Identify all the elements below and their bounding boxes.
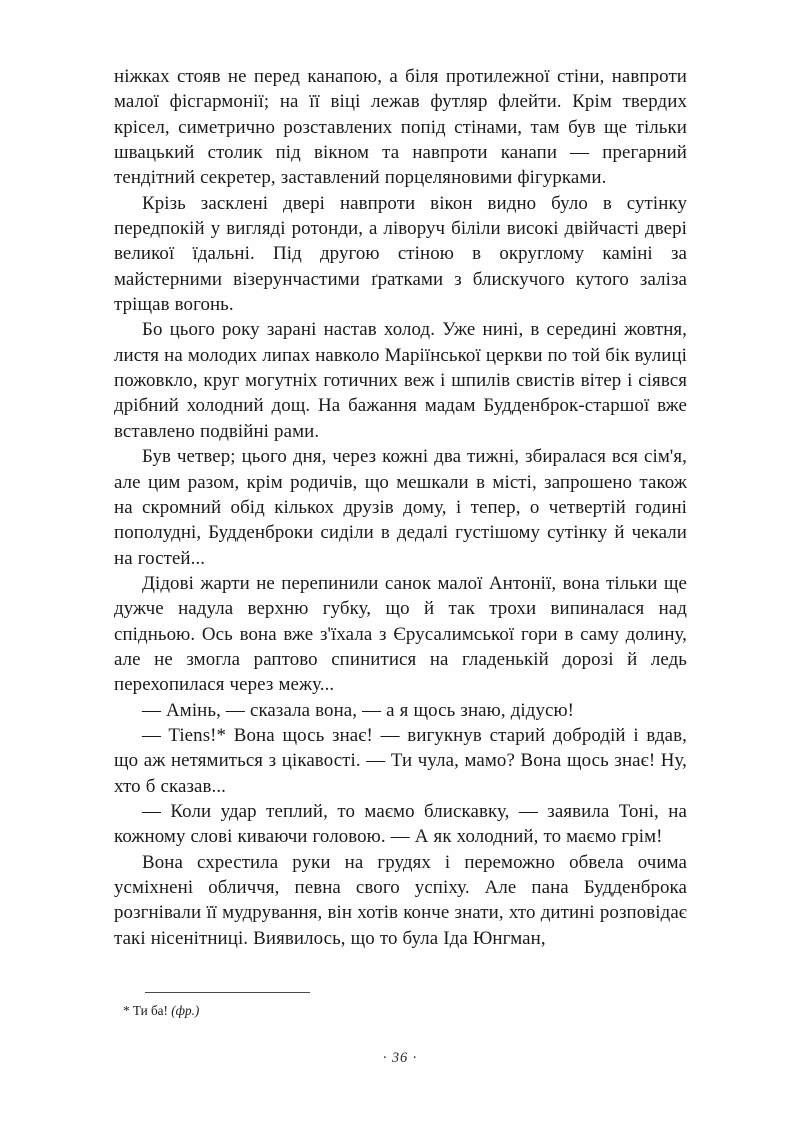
body-text-block — [114, 64, 687, 951]
footnote-text — [123, 1002, 687, 1019]
paragraph: Бо цього року зарані настав холод. Уже нині, в середині жовтня, листя на молодих липах навколо Маріїнської церкви по той бік вулиці пожовкло, круг могутніх готичних веж і шпилів свистів вітер і сіявся дрібний холодний дощ. На бажання мадам Будденброк-старшої вже вставлено подвійні рами. — [114, 319, 687, 442]
paragraph: Дідові жарти не перепинили санок малої Антонії, вона тільки ще дужче надула верхню губку, що й так трохи випиналася над спідньою. Ось вона вже з'їхала з Єрусалимської гори в саму долину, але не змогла раптово спинитися на гладенькій дорозі й ледь перехопилася через межу... — [114, 572, 687, 696]
paragraph-dialogue: — Коли удар теплий, то маємо блискавку, — заявила Тоні, на кожному слові киваючи головою. — А як холодний, то маємо грім! — [114, 800, 687, 848]
paragraph-dialogue: — Tiens!* Вона щось знає! — вигукнув старий добродій і вдав, що аж нетямиться з цікавості. — Ти чула, мамо? Вона щось знає! Ну, хто б сказав... — [114, 724, 687, 797]
paragraph: Вона схрестила руки на грудях і переможно обвела очима усміхнені обличчя, певна свого успіху. Але пана Будденброка розгнівали її мудрування, він хотів конче знати, хто дитині розповідає такі нісенітниці. Виявилось, що то була Іда Юнгман, — [114, 851, 687, 949]
page-number: · 36 · — [382, 1050, 418, 1066]
footnote-language-note: (фр.) — [171, 1003, 200, 1018]
footnote-marker: * — [123, 1003, 130, 1018]
paragraph: Був четвер; цього дня, через кожні два тижні, збиралася вся сім'я, але цим разом, крім родичів, що мешкали в місті, запрошено також на скромний обід кількох друзів дому, і тепер, о четвертій годині пополудні, Будденброки сиділи в дедалі густішому сутінку й чекали на гостей... — [114, 446, 687, 569]
footnote-separator-rule — [145, 992, 310, 993]
paragraph-dialogue: — Амінь, — сказала вона, — а я щось знаю, дідусю! — [142, 699, 575, 721]
paragraph: ніжках стояв не перед канапою, а біля протилежної стіни, навпроти малої фісгармонії; на її віці лежав футляр флейти. Крім твердих крісел, симетрично розставлених попід стінами, там був ще тільки швацький столик під вікном та навпроти канапи — прегарний тендітний секретер, заставлений порцеляновими фігурками. — [114, 66, 687, 189]
footnote-body: Ти ба! — [132, 1003, 168, 1018]
footnote-area — [114, 992, 687, 1019]
paragraph: Крізь засклені двері навпроти вікон видно було в сутінку передпокій у вигляді ротонди, а ліворуч біліли високі двійчасті двері великої їдальні. Під другою стіною в округлому каміні за майстерними візерунчастими ґратками з блискучого кутого заліза тріщав вогонь. — [114, 192, 687, 316]
